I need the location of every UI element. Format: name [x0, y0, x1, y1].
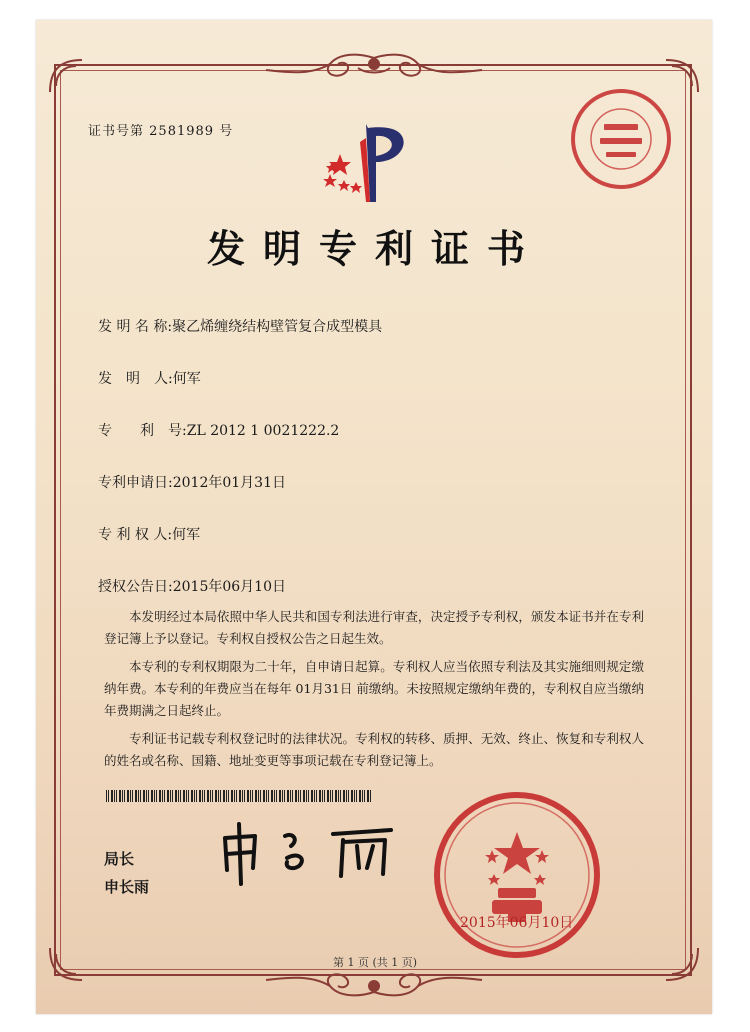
- certificate-title: 发明专利证书: [206, 226, 543, 271]
- field-grant-date: [98, 576, 286, 596]
- field-value: ZL 2012 1 0021222.2: [186, 423, 340, 439]
- certificate-body: [104, 606, 644, 772]
- field-invention-name: [98, 316, 382, 336]
- patent-office-logo-icon: [310, 118, 420, 208]
- director-name: 申长雨: [104, 878, 150, 896]
- seal-date: 2015年06月10日: [460, 915, 574, 931]
- field-value: 聚乙烯缠绕结构壁管复合成型模具: [172, 319, 383, 335]
- tax-stamp-seal-icon: [568, 86, 674, 192]
- field-label: 授权公告日:: [98, 579, 173, 595]
- top-ornament-icon: [246, 50, 502, 86]
- body-paragraph-3: 专利证书记载专利权登记时的法律状况。专利权的转移、质押、无效、终止、恢复和专利权人的姓名或名称、国籍、地址变更等事项记载在专利登记簿上。: [104, 731, 644, 768]
- field-patentee: [98, 524, 200, 544]
- barcode: [106, 790, 372, 802]
- field-label: 专 利 权 人:: [98, 527, 173, 543]
- field-inventor: [98, 368, 201, 388]
- certificate-number: [88, 120, 233, 139]
- director-title: 局长: [104, 850, 135, 868]
- patent-office-seal-icon: [432, 790, 602, 960]
- certificate-number-suffix: 号: [219, 124, 234, 139]
- field-label: 发 明 人:: [98, 371, 173, 387]
- field-patent-number: [98, 420, 339, 440]
- certificate-number-value: 2581989: [149, 124, 215, 139]
- corner-ornament-top-left-icon: [46, 56, 86, 96]
- field-value: 何军: [172, 371, 201, 387]
- handwritten-signature-icon: [215, 818, 405, 888]
- field-value: 2012年01月31日: [172, 475, 286, 491]
- certificate-number-label: 证书号第: [88, 124, 145, 139]
- body-paragraph-2: 本专利的专利权期限为二十年，自申请日起算。专利权人应当依照专利法及其实施细则规定缴纳年费。本专利的年费应当在每年 01月31日 前缴纳。未按照规定缴纳年费的，专利权自应当缴纳年费期满之日起终止。: [104, 659, 644, 718]
- field-label: 发 明 名 称:: [98, 319, 173, 335]
- page-number: 第 1 页 (共 1 页): [332, 956, 418, 969]
- field-application-date: [98, 472, 286, 492]
- field-value: 2015年06月10日: [172, 579, 286, 595]
- field-label: 专 利 号:: [98, 423, 187, 439]
- field-value: 何军: [172, 527, 201, 543]
- body-paragraph-1: 本发明经过本局依照中华人民共和国专利法进行审查，决定授予专利权，颁发本证书并在专利登记簿上予以登记。专利权自授权公告之日起生效。: [104, 609, 644, 646]
- field-label: 专利申请日:: [98, 475, 173, 491]
